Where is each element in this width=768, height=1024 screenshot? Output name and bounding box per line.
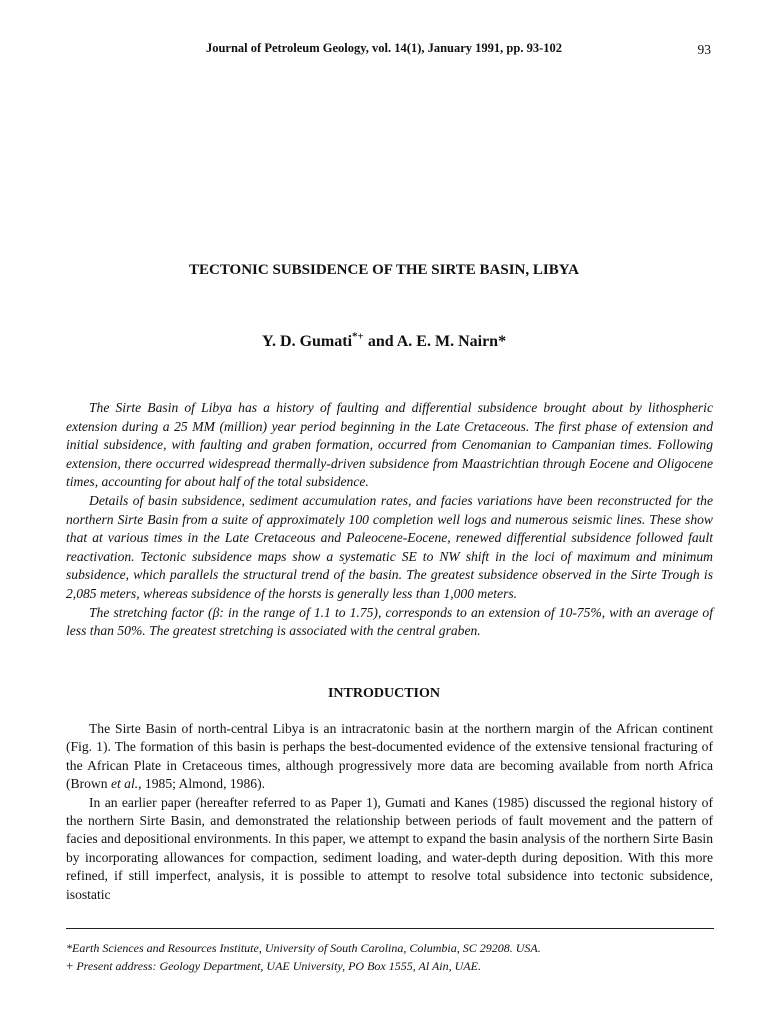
author-nairn: A. E. M. Nairn* [396, 333, 507, 350]
intro-p1-etal: et al. [110, 776, 139, 792]
introduction-body [66, 720, 713, 904]
author-line [0, 330, 768, 351]
abstract [66, 399, 713, 641]
footnote-present-address [66, 957, 726, 975]
author-connector: and [363, 333, 397, 350]
introduction-paragraph-2: In an earlier paper (hereafter referred to as Paper 1), Gumati and Kanes (1985) discussed the regional history of the northern Sirte Basin, and demonstrated the relationship between periods of fault movement and the pattern of facies and depositional environments. In this paper, we attempt to expand the basin analysis of the northern Sirte Basin by incorporating allowances for compaction, sediment loading, and water-depth during deposition. With this more refined, if still imperfect, analysis, it is possible to attempt to resolve total subsidence into tectonic subsidence, isostatic [66, 794, 713, 902]
introduction-heading: INTRODUCTION [327, 686, 440, 701]
paper-title: TECTONIC SUBSIDENCE OF THE SIRTE BASIN, LIBYA [188, 262, 580, 278]
footnote-rule [66, 928, 714, 929]
footnote-present-address-text: Present address: Geology Department, UAE University, PO Box 1555, Al Ain, UAE. [73, 959, 481, 973]
footnote-affiliation: *Earth Sciences and Resources Institute, University of South Carolina, Columbia, SC 29208. USA. [66, 941, 541, 955]
intro-p1-text-b: , 1985; Almond, 1986). [138, 776, 266, 792]
intro-p1-text-a: The Sirte Basin of north-central Libya is an intracratonic basin at the northern margin of the African continent (Fig. 1). The formation of this basin is perhaps the best-documented evidence of the extensive tensional fracturing of the African Plate in Cretaceous times, although progressively more data are becoming available from north Africa (Brown [66, 721, 713, 792]
author-gumati-marks: *+ [352, 330, 364, 343]
abstract-paragraph-2: Details of basin subsidence, sediment accumulation rates, and facies variations have been reconstructed for the northern Sirte Basin from a suite of approximately 100 completion well logs and numerous seismic lines. These show that at various times in the Late Cretaceous and Paleocene-Eocene, renewed differential subsidence followed fault reactivation. Tectonic subsidence maps show a systematic SE to NW shift in the loci of maximum and minimum subsidence, which parallels the structural trend of the basin. The greatest subsidence observed in the Sirte Trough is 2,085 meters, whereas subsidence of the horsts is generally less than 1,000 meters. [66, 492, 713, 601]
footnotes [66, 939, 726, 975]
page-number: 93 [697, 42, 711, 57]
abstract-paragraph-3: The stretching factor (β: in the range of 1.1 to 1.75), corresponds to an extension of 10-75%, with an average of less than 50%. The greatest stretching is associated with the central graben. [66, 604, 713, 639]
introduction-paragraph-1 [66, 720, 713, 794]
running-head: Journal of Petroleum Geology, vol. 14(1), January 1991, pp. 93-102 [205, 41, 562, 55]
abstract-paragraph-1: The Sirte Basin of Libya has a history of faulting and differential subsidence brought about by lithospheric extension during a 25 MM (million) year period beginning in the Late Cretaceous. The first phase of extension and initial subsidence, with faulting and graben formation, occurred from Cenomanian to Campanian times. Following extension, there occurred widespread thermally-driven subsidence from Maastrichtian through Eocene and Oligocene times, accounting for about half of the total subsidence. [66, 400, 713, 490]
author-gumati: Y. D. Gumati [261, 333, 353, 350]
footnote-plus-mark: + [66, 958, 74, 973]
